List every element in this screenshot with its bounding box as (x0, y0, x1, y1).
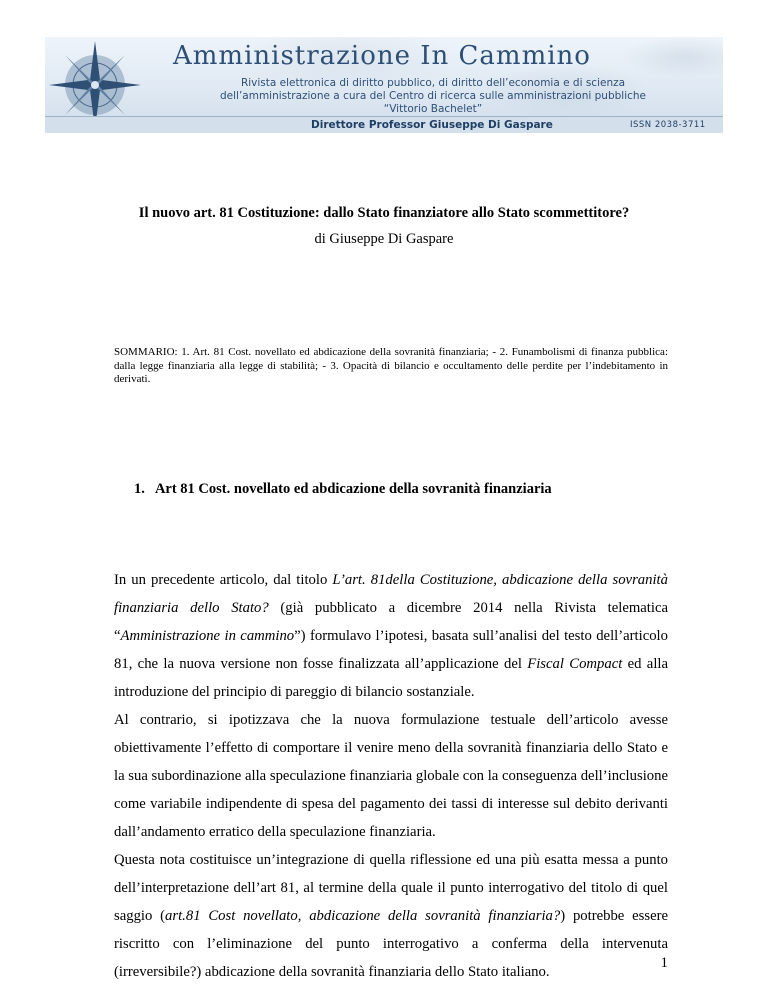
article-author: di Giuseppe Di Gaspare (314, 231, 454, 247)
p3-cited-title: art.81 Cost novellato, abdicazione della sovranità finanziaria? (165, 908, 561, 924)
article-title: Il nuovo art. 81 Costituzione: dallo Stato finanziatore allo Stato scommettitore? (138, 205, 630, 221)
paragraph-1 (114, 566, 668, 706)
p1-text-1: In un precedente articolo, dal titolo (114, 572, 333, 588)
p1-journal-name: Amministrazione in cammino (120, 628, 295, 644)
journal-subtitle (145, 77, 721, 116)
p1-cited-title: L’art. 81della Costituzione, abdicazione della sovranità finanziaria dello Stato? (114, 572, 668, 616)
subtitle-line-2: dell’amministrazione a cura del Centro di ricerca sulle amministrazioni pubbliche (219, 90, 647, 102)
subtitle-line-1: Rivista elettronica di diritto pubblico, di diritto dell’economia e di scienza (240, 77, 626, 89)
p1-text-7: ed alla introduzione del principio di pareggio di bilancio sostanziale. (114, 656, 669, 700)
page-number: 1 (660, 955, 668, 971)
journal-director: Direttore Professor Giuseppe Di Gaspare (311, 119, 553, 131)
journal-header-banner (45, 37, 723, 133)
section-heading-1: 1. Art 81 Cost. novellato ed abdicazione della sovranità finanziaria (134, 481, 552, 497)
paragraph-2: Al contrario, si ipotizzava che la nuova formulazione testuale dell’articolo avesse obiettivamente l’effetto di comportare il venire meno della sovranità finanziaria dello Stato e la sua subordinazione alla speculazione finanziaria globale con la conseguenza dell’inclusione come variabile indipendente di spesa del pagamento dei tassi di interesse sul debito derivanti dall’andamento erratico della speculazione finanziaria. (114, 712, 668, 840)
p1-text-5: ”) formulavo l’ipotesi, basata sull’analisi del testo dell’articolo 81, che la nuova versione non fosse finalizzata all’applicazione del (114, 628, 668, 672)
p3-text-1: Questa nota costituisce un’integrazione di quella riflessione ed una più esatta messa a punto dell’interpretazione dell’art 81, al termine della quale il punto interrogativo del titolo di quel saggio ( (114, 852, 668, 924)
p3-text-3: ) potrebbe essere riscritto con l’eliminazione del punto interrogativo a conferma della intervenuta (irreversibile?) abdicazione della sovranità finanziaria dello Stato italiano. (114, 908, 668, 980)
paragraph-3 (114, 846, 668, 986)
summary: SOMMARIO: 1. Art. 81 Cost. novellato ed abdicazione della sovranità finanziaria; - 2. Funambolismi di finanza pubblica: dalla legge finanziaria alla legge di stabilità; - 3. Opacità di bilancio e occultamento delle perdite per l’indebitamento in derivati. (114, 346, 668, 385)
p1-fiscal-compact: Fiscal Compact (527, 656, 623, 672)
journal-title: Amministrazione In Cammino (173, 41, 591, 71)
journal-issn: ISSN 2038-3711 (630, 120, 706, 130)
article-body (114, 566, 668, 986)
subtitle-line-3: “Vittorio Bachelet” (383, 103, 483, 115)
p1-text-3: (già pubblicato a dicembre 2014 nella Rivista telematica “ (114, 600, 668, 644)
